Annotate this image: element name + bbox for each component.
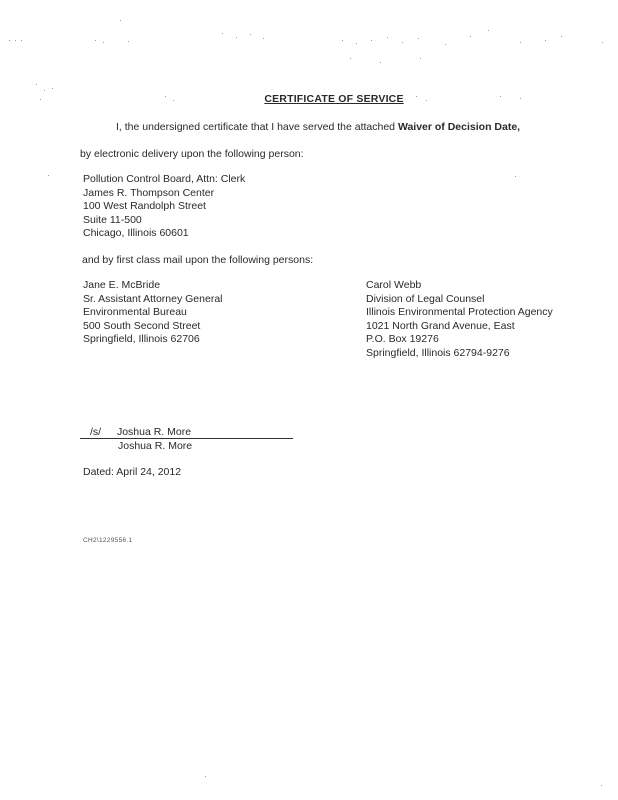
document-code: CH2\1229556.1: [83, 537, 133, 544]
first-class-mail-line: and by first class mail upon the following persons:: [82, 254, 314, 266]
address-line: P.O. Box 19276: [366, 333, 439, 345]
address-line: Carol Webb: [366, 279, 422, 291]
electronic-delivery-line: by electronic delivery upon the following person:: [80, 148, 304, 160]
address-line: Environmental Bureau: [83, 306, 187, 318]
address-line: 100 West Randolph Street: [83, 200, 206, 212]
address-line: 500 South Second Street: [83, 319, 201, 332]
address-line: Illinois Environmental Protection Agency: [366, 306, 553, 318]
mail-recipient-left-address: [83, 279, 223, 347]
intro-paragraph: [116, 121, 520, 135]
dated-line: Dated: April 24, 2012: [83, 466, 182, 478]
address-line: Suite 11-500: [83, 213, 142, 226]
printed-name: Joshua R. More: [118, 440, 193, 452]
signature-mark: /s/: [90, 426, 102, 438]
address-line: Sr. Assistant Attorney General: [83, 292, 223, 305]
address-line: Springfield, Illinois 62794-9276: [366, 346, 510, 359]
address-line: Springfield, Illinois 62706: [83, 333, 200, 345]
signature-underline: [80, 438, 293, 439]
address-line: 1021 North Grand Avenue, East: [366, 319, 515, 332]
address-line: Pollution Control Board, Attn: Clerk: [83, 173, 246, 185]
intro-text: I, the undersigned certificate that I have served the attached: [116, 121, 398, 133]
electronic-recipient-address: [83, 173, 245, 241]
address-line: Jane E. McBride: [83, 279, 161, 291]
document-name: Waiver of Decision Date,: [397, 121, 521, 133]
address-line: Division of Legal Counsel: [366, 292, 485, 305]
signature-name: Joshua R. More: [116, 426, 192, 438]
address-line: James R. Thompson Center: [83, 186, 215, 199]
mail-recipient-right-address: [366, 279, 553, 360]
address-line: Chicago, Illinois 60601: [83, 227, 189, 239]
certificate-title: CERTIFICATE OF SERVICE: [264, 93, 404, 105]
